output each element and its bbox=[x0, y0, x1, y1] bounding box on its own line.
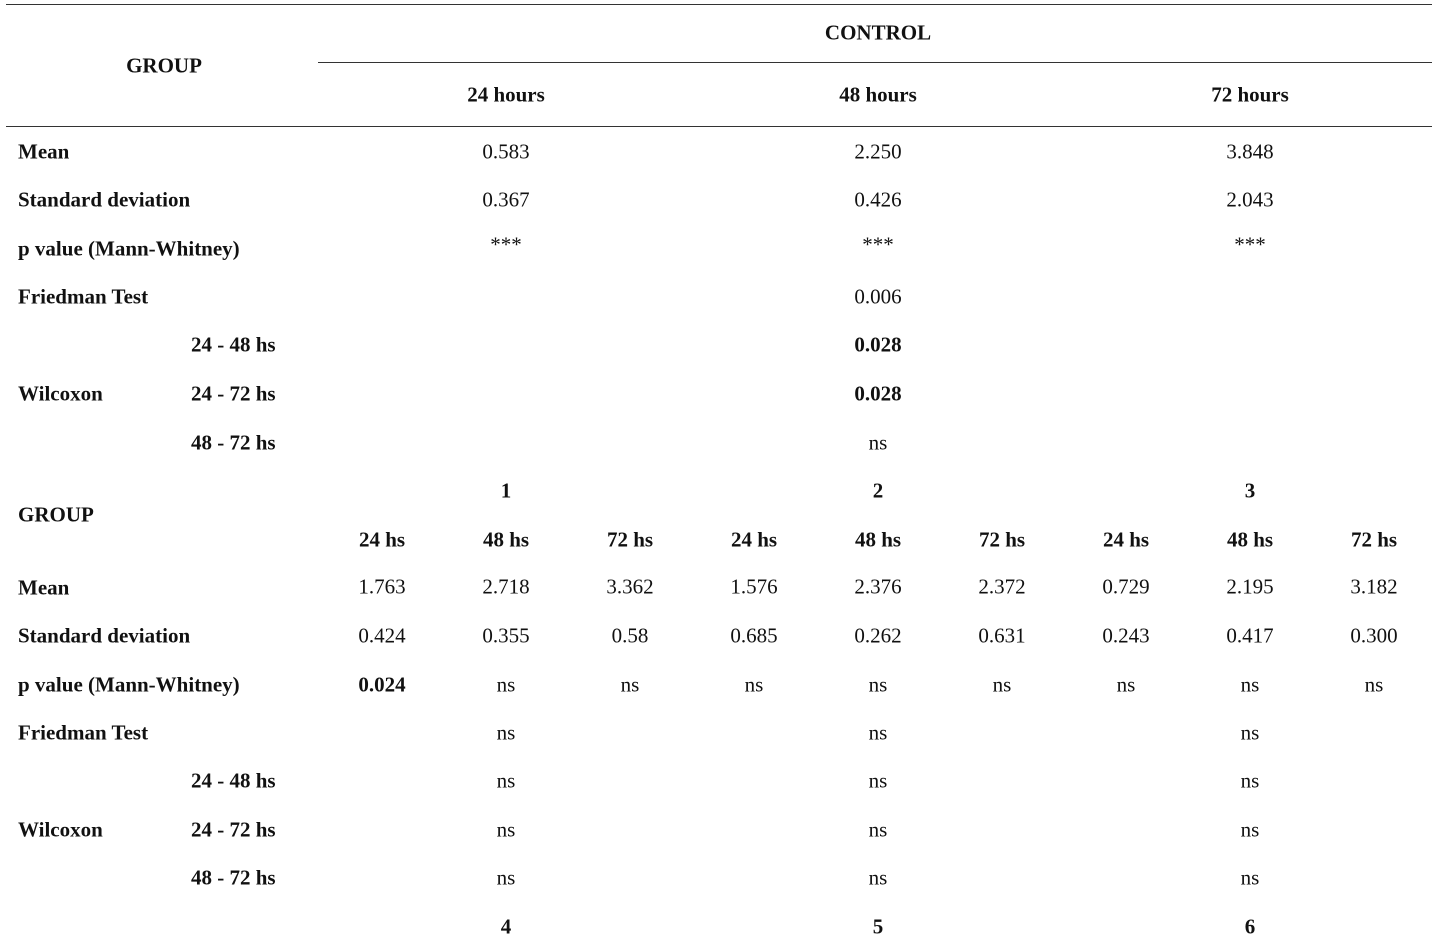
groups-a-p: 0.024 bbox=[358, 672, 406, 697]
groups-a-time: 72 hs bbox=[978, 527, 1026, 552]
control-friedman-label: Friedman Test bbox=[18, 284, 149, 309]
control-wilcoxon-value-1: 0.028 bbox=[854, 332, 902, 357]
groups-a-wilcoxon-value: ns bbox=[496, 817, 516, 842]
control-wilcoxon-value-2: 0.028 bbox=[854, 381, 902, 406]
groups-a-sd: 0.685 bbox=[730, 623, 778, 648]
groups-a-sd: 0.243 bbox=[1102, 623, 1150, 648]
group-number-6: 6 bbox=[1244, 914, 1256, 939]
group-number-4: 4 bbox=[500, 914, 512, 939]
groups-a-wilcoxon-label: Wilcoxon bbox=[18, 817, 103, 842]
control-wilcoxon-pair-1: 24 - 48 hs bbox=[191, 332, 276, 357]
control-wilcoxon-pair-3: 48 - 72 hs bbox=[191, 430, 276, 455]
control-wilcoxon-label: Wilcoxon bbox=[18, 381, 103, 406]
groups-a-p: ns bbox=[868, 672, 888, 697]
groups-a-p: ns bbox=[1240, 672, 1260, 697]
groups-a-wilcoxon-value: ns bbox=[1240, 865, 1260, 890]
groups-a-wilcoxon-pair-1: 24 - 48 hs bbox=[191, 768, 276, 793]
groups-a-wilcoxon-value: ns bbox=[868, 865, 888, 890]
control-sd-24: 0.367 bbox=[482, 187, 530, 212]
groups-a-time: 48 hs bbox=[482, 527, 530, 552]
groups-a-wilcoxon-pair-3: 48 - 72 hs bbox=[191, 865, 276, 890]
groups-a-p: ns bbox=[1116, 672, 1136, 697]
control-mean-label: Mean bbox=[18, 139, 70, 164]
groups-a-sd: 0.262 bbox=[854, 623, 902, 648]
groups-a-mean: 2.372 bbox=[978, 574, 1026, 599]
control-subheader-rule bbox=[318, 62, 1432, 63]
groups-a-friedman: ns bbox=[868, 720, 888, 745]
group-number-5: 5 bbox=[872, 914, 884, 939]
groups-a-p: ns bbox=[620, 672, 640, 697]
groups-a-p: ns bbox=[1364, 672, 1384, 697]
groups-a-mean: 2.195 bbox=[1226, 574, 1274, 599]
groups-a-wilcoxon-pair-2: 24 - 72 hs bbox=[191, 817, 276, 842]
groups-a-sd: 0.300 bbox=[1350, 623, 1398, 648]
groups-a-time: 72 hs bbox=[606, 527, 654, 552]
groups-a-wilcoxon-value: ns bbox=[496, 768, 516, 793]
control-wilcoxon-pair-2: 24 - 72 hs bbox=[191, 381, 276, 406]
groups-a-p: ns bbox=[992, 672, 1012, 697]
top-rule bbox=[6, 4, 1432, 5]
control-time-24: 24 hours bbox=[467, 82, 545, 107]
control-time-72: 72 hours bbox=[1211, 82, 1289, 107]
control-mean-48: 2.250 bbox=[854, 139, 902, 164]
control-sd-72: 2.043 bbox=[1226, 187, 1274, 212]
control-sd-48: 0.426 bbox=[854, 187, 902, 212]
control-wilcoxon-value-3: ns bbox=[868, 430, 888, 455]
groups-a-friedman: ns bbox=[496, 720, 516, 745]
groups-a-wilcoxon-value: ns bbox=[868, 768, 888, 793]
header-bottom-rule bbox=[6, 126, 1432, 127]
control-mean-72: 3.848 bbox=[1226, 139, 1274, 164]
control-p-72: *** bbox=[1234, 232, 1266, 257]
groups-a-p: ns bbox=[744, 672, 764, 697]
group-number-3: 3 bbox=[1244, 478, 1256, 503]
groups-a-mean: 1.576 bbox=[730, 574, 778, 599]
groups-a-mean: 3.362 bbox=[606, 574, 654, 599]
group-number-2: 2 bbox=[872, 478, 884, 503]
groups-a-time: 72 hs bbox=[1350, 527, 1398, 552]
groups-a-mean-label: Mean bbox=[18, 575, 70, 600]
control-group-label: GROUP bbox=[126, 53, 202, 78]
control-p-48: *** bbox=[862, 232, 894, 257]
control-friedman-value: 0.006 bbox=[854, 284, 902, 309]
groups-a-sd: 0.355 bbox=[482, 623, 530, 648]
groups-a-group-label: GROUP bbox=[18, 502, 94, 527]
groups-a-mean: 1.763 bbox=[358, 574, 406, 599]
groups-a-friedman-label: Friedman Test bbox=[18, 720, 149, 745]
groups-a-time: 24 hs bbox=[730, 527, 778, 552]
control-mean-24: 0.583 bbox=[482, 139, 530, 164]
groups-a-friedman: ns bbox=[1240, 720, 1260, 745]
control-header: CONTROL bbox=[824, 20, 932, 45]
control-p-24: *** bbox=[490, 232, 522, 257]
groups-a-wilcoxon-value: ns bbox=[1240, 817, 1260, 842]
groups-a-wilcoxon-value: ns bbox=[1240, 768, 1260, 793]
groups-a-time: 48 hs bbox=[854, 527, 902, 552]
groups-a-wilcoxon-value: ns bbox=[496, 865, 516, 890]
groups-a-mean: 0.729 bbox=[1102, 574, 1150, 599]
groups-a-sd: 0.424 bbox=[358, 623, 406, 648]
group-number-1: 1 bbox=[500, 478, 512, 503]
groups-a-time: 48 hs bbox=[1226, 527, 1274, 552]
groups-a-mean: 2.718 bbox=[482, 574, 530, 599]
groups-a-time: 24 hs bbox=[358, 527, 406, 552]
groups-a-sd: 0.58 bbox=[611, 623, 649, 648]
groups-a-wilcoxon-value: ns bbox=[868, 817, 888, 842]
groups-a-sd: 0.631 bbox=[978, 623, 1026, 648]
control-sd-label: Standard deviation bbox=[18, 187, 191, 212]
groups-a-p-label: p value (Mann-Whitney) bbox=[18, 672, 240, 697]
groups-a-p: ns bbox=[496, 672, 516, 697]
control-p-label: p value (Mann-Whitney) bbox=[18, 236, 240, 261]
groups-a-sd: 0.417 bbox=[1226, 623, 1274, 648]
control-time-48: 48 hours bbox=[839, 82, 917, 107]
groups-a-sd-label: Standard deviation bbox=[18, 623, 191, 648]
groups-a-time: 24 hs bbox=[1102, 527, 1150, 552]
groups-a-mean: 3.182 bbox=[1350, 574, 1398, 599]
groups-a-mean: 2.376 bbox=[854, 574, 902, 599]
